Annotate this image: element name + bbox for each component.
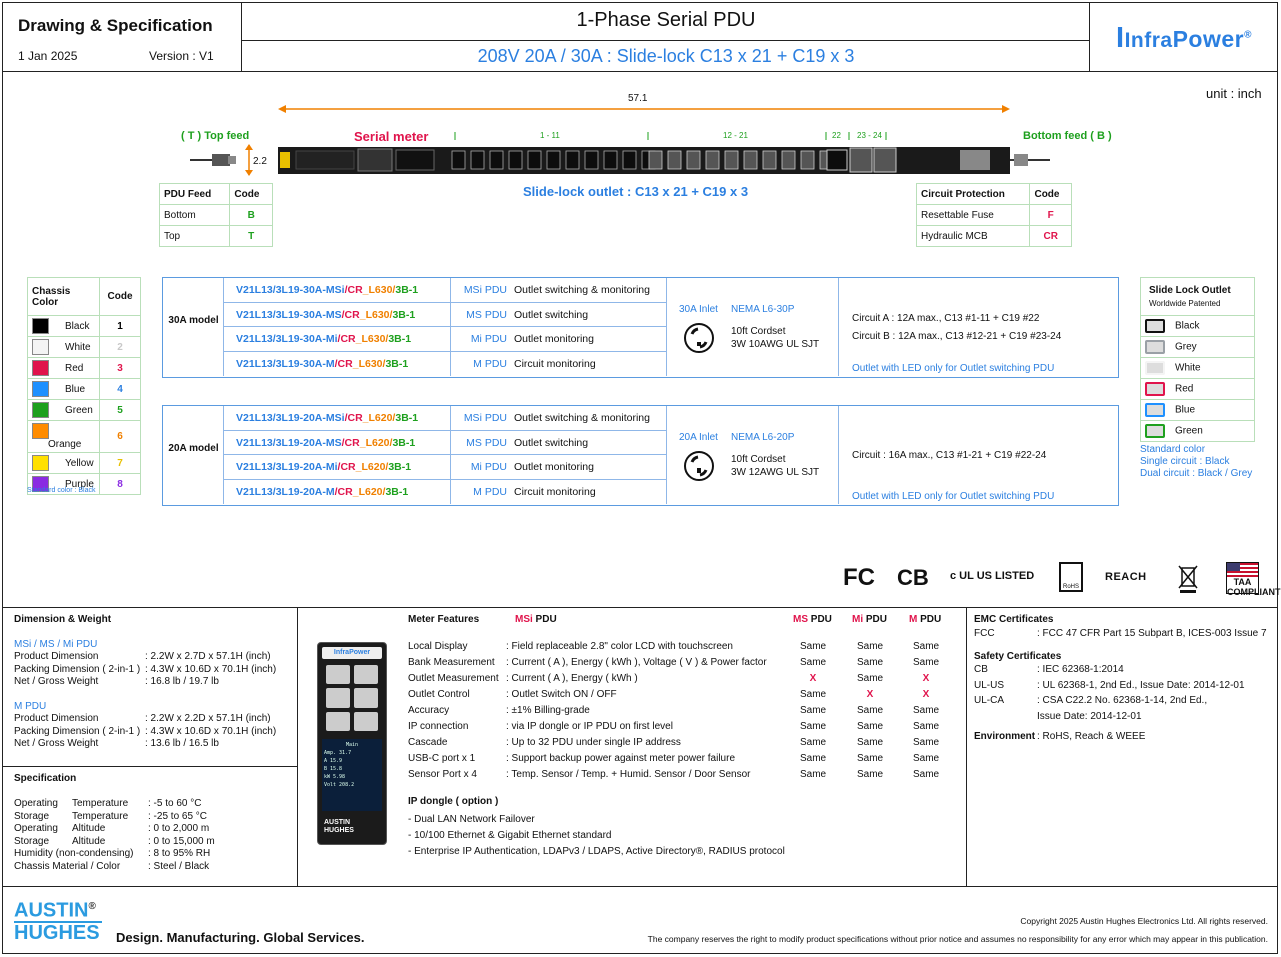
support-value: Same: [800, 705, 827, 716]
support-value: Same: [857, 705, 884, 716]
support-value: Same: [800, 753, 827, 764]
chassis-code: 1: [100, 316, 141, 337]
pdu-type: Mi PDU: [470, 333, 507, 345]
support-value: Same: [857, 673, 884, 684]
length-value: 57.1: [628, 93, 648, 104]
led-note-20a: Outlet with LED only for Outlet switching PDU: [852, 491, 1055, 502]
color-swatch: [32, 360, 49, 376]
part-number: V21L13/3L19-20A-MSi/CR_L620/3B-1: [236, 412, 419, 424]
weee-bin-icon: [1177, 562, 1199, 594]
chassis-row: [28, 358, 141, 379]
outlet-group-4: 23 - 24: [857, 131, 882, 140]
ul-logo: c UL US LISTED: [950, 570, 1035, 582]
header-brand: [1090, 2, 1278, 72]
unit-label: unit : inch: [1206, 86, 1262, 101]
spec-row: [14, 823, 294, 836]
outlet-color-name: Grey: [1175, 341, 1197, 353]
slide-lock-row: [1141, 358, 1255, 379]
dongle-item: - 10/100 Ethernet & Gigabit Ethernet standard: [408, 830, 612, 841]
spec-cell: Operating: [14, 798, 58, 809]
chassis-row: [28, 379, 141, 400]
env-value: : RoHS, Reach & WEEE: [1037, 731, 1146, 742]
spec-cell: Operating: [14, 823, 58, 835]
circuit-b: Circuit B : 12A max., C13 #12-21 + C19 #23-24: [852, 331, 1062, 342]
outlet-color-name: Green: [1175, 425, 1203, 437]
spec-cell: Altitude: [72, 835, 106, 847]
model-30a-label: 30A model: [168, 315, 219, 326]
support-value: Same: [800, 769, 827, 780]
spec-cell: : 2.2W x 2.2D x 57.1H (inch): [145, 713, 271, 724]
spec-cell: : 0 to 15,000 m: [148, 835, 215, 847]
model-row: [224, 406, 666, 431]
chassis-row: [28, 453, 141, 474]
slide-lock-subtitle: Worldwide Patented: [1149, 299, 1221, 308]
msi-header: MSi PDU: [515, 614, 557, 625]
spec-cell: Chassis Material / Color: [14, 860, 121, 872]
outlet-icon: [1145, 340, 1165, 354]
feed-table: [159, 183, 273, 247]
spec-cell: : Steel / Black: [148, 860, 210, 872]
rohs-logo: RoHS: [1059, 562, 1083, 592]
code-header: Code: [230, 184, 273, 205]
outlet-color-name: Blue: [1175, 404, 1196, 416]
outlet-group-1: 1 - 11: [540, 131, 560, 140]
protection-code: F: [1030, 205, 1072, 226]
spec-cell: : 0 to 2,000 m: [148, 823, 210, 835]
feed-name: Bottom: [160, 205, 230, 226]
page-title: 1-Phase Serial PDU: [576, 9, 756, 31]
chassis-color-name: Yellow: [65, 457, 94, 469]
model-row: [224, 303, 666, 328]
spec-cell: Packing Dimension ( 2-in-1 ): [14, 663, 141, 675]
slide-lock-title: Slide Lock Outlet: [1149, 285, 1231, 296]
chassis-color-name: White: [65, 341, 91, 353]
tagline: Design. Manufacturing. Global Services.: [116, 930, 365, 945]
led-note-30a: Outlet with LED only for Outlet switching PDU: [852, 363, 1055, 374]
spec-row: [14, 848, 294, 861]
feed-code: B: [230, 205, 273, 226]
m-header: M PDU: [909, 614, 942, 625]
spec-cell: : IEC 62368-1:2014: [1037, 664, 1124, 675]
pdu-type: MSi PDU: [463, 284, 507, 296]
meter-screen: Main Amp. 31.7 A 15.9 B 15.8 kW 5.98 Volt 208.2: [322, 739, 382, 811]
feature-desc: : via IP dongle or IP PDU on first level: [506, 721, 673, 732]
spec-row: [14, 738, 294, 751]
circuit-20a: Circuit : 16A max., C13 #1-21 + C19 #22-24: [852, 450, 1047, 461]
doc-type: Drawing & Specification: [18, 16, 213, 35]
spec-cell: : CSA C22.2 No. 62368-1-14, 2nd Ed.,: [1037, 695, 1208, 706]
bottom-feed-label: Bottom feed ( B ): [1023, 130, 1112, 142]
outlet-group-2: 12 - 21: [723, 131, 748, 140]
support-value: Same: [913, 753, 940, 764]
chassis-code: 6: [100, 421, 141, 453]
chassis-code: 8: [100, 474, 141, 495]
not-supported-icon: X: [809, 673, 817, 684]
chassis-color-name: Purple: [65, 478, 94, 490]
spec-cell: Packing Dimension ( 2-in-1 ): [14, 725, 141, 737]
feature-name: USB-C port x 1: [408, 753, 476, 764]
chassis-color-name: Orange: [48, 439, 82, 450]
pdu-type: MSi PDU: [463, 412, 507, 424]
feature-name: Accuracy: [408, 705, 450, 716]
feed-code: T: [230, 226, 273, 247]
outlet-icon: [1145, 403, 1165, 417]
spec-cell: : 16.8 lb / 19.7 lb: [145, 676, 219, 688]
slide-lock-row: [1141, 421, 1255, 442]
group-ticks: [440, 130, 900, 142]
meter-feature-row: [408, 641, 958, 657]
spec-cell: Storage: [14, 835, 50, 847]
feature-desc: : Temp. Sensor / Temp. + Humid. Sensor / Door Sensor: [506, 769, 751, 780]
slide-lock-note: Dual circuit : Black / Grey: [1140, 468, 1253, 479]
fcc-logo: FC: [843, 564, 875, 591]
pdu-description: Outlet switching: [514, 436, 589, 449]
support-value: Same: [913, 737, 940, 748]
env-label: Environment: [974, 731, 1036, 742]
support-value: Same: [913, 721, 940, 732]
pdu-description: Circuit monitoring: [514, 485, 596, 498]
color-swatch: [32, 423, 49, 439]
spec-cell: Product Dimension: [14, 651, 99, 662]
spec-row: [14, 676, 294, 689]
meter-feature-row: [408, 689, 958, 705]
dimension-group-1-rows: [14, 651, 294, 689]
doc-version: Version : V1: [149, 49, 214, 63]
model-row: [224, 278, 666, 303]
spec-row: [14, 651, 294, 664]
spec-row: [14, 726, 294, 739]
spec-cell: : 4.3W x 10.6D x 70.1H (inch): [145, 725, 277, 737]
spec-cell: : 8 to 95% RH: [148, 848, 211, 860]
feature-desc: : Field replaceable 2.8" color LCD with touchscreen: [506, 641, 733, 652]
feature-name: Outlet Measurement: [408, 673, 499, 684]
spec-row: [14, 836, 294, 849]
feature-desc: : Up to 32 PDU under single IP address: [506, 737, 681, 748]
support-value: Same: [857, 657, 884, 668]
meter-ports: [326, 665, 378, 731]
spec-cell: : 2.2W x 2.7D x 57.1H (inch): [145, 651, 271, 662]
chassis-code: 3: [100, 358, 141, 379]
support-value: Same: [800, 721, 827, 732]
not-supported-icon: X: [866, 689, 874, 700]
spec-cell: Storage: [14, 810, 50, 822]
chassis-color-name: Blue: [65, 383, 86, 395]
cert-logos: [843, 562, 1281, 597]
spec-row: [14, 811, 294, 824]
emc-value: : FCC 47 CFR Part 15 Subpart B, ICES-003 Issue 7: [1037, 628, 1267, 639]
chassis-code: 7: [100, 453, 141, 474]
spec-cell: Net / Gross Weight: [14, 738, 99, 750]
color-swatch: [32, 318, 49, 334]
spec-cell: Temperature: [72, 810, 129, 822]
pdu-description: Outlet switching & monitoring: [514, 284, 650, 296]
part-number: V21L13/3L19-20A-MS/CR_L620/3B-1: [236, 436, 416, 449]
spec-cell: Product Dimension: [14, 713, 99, 724]
spec-row: [14, 798, 294, 811]
header-center: [242, 2, 1090, 72]
slide-lock-row: [1141, 316, 1255, 337]
chassis-color-name: Black: [65, 320, 90, 332]
protection-name: Resettable Fuse: [917, 205, 1030, 226]
cb-logo: CB: [897, 565, 929, 590]
support-value: Same: [857, 721, 884, 732]
not-supported-icon: X: [922, 689, 930, 700]
inlet-20a: 20A Inlet: [679, 432, 718, 443]
dongle-item: - Dual LAN Network Failover: [408, 814, 535, 825]
protection-name: Hydraulic MCB: [917, 226, 1030, 247]
chassis-color-table: [27, 277, 141, 495]
slide-lock-note: Single circuit : Black: [1140, 456, 1230, 467]
model-20a-label: 20A model: [168, 443, 219, 454]
support-value: Same: [913, 705, 940, 716]
twist-lock-plug-icon: [683, 322, 715, 354]
cordset-20a: 10ft Cordset: [731, 454, 786, 465]
disclaimer: The company reserves the right to modify product specifications without prior notice and assumes no responsibility for any error which may appear in this publication.: [647, 934, 1268, 944]
color-swatch: [32, 402, 49, 418]
spec-cell: Temperature: [72, 798, 129, 809]
model-row: [224, 455, 666, 480]
spec-row: [974, 711, 1274, 727]
spec-cell: UL-CA: [974, 695, 1005, 706]
outlet-color-name: Red: [1175, 383, 1194, 395]
spec-cell: UL-US: [974, 679, 1005, 691]
part-number: V21L13/3L19-30A-Mi/CR_L630/3B-1: [236, 333, 412, 345]
feature-desc: : Current ( A ), Energy ( kWh ), Voltage ( V ) & Power factor: [506, 657, 767, 668]
feature-name: Local Display: [408, 641, 468, 652]
outlet-icon: [1145, 424, 1165, 438]
feature-desc: : Current ( A ), Energy ( kWh ): [506, 673, 638, 684]
dimension-title: Dimension & Weight: [14, 614, 112, 625]
feature-desc: : Outlet Switch ON / OFF: [506, 689, 617, 700]
chassis-code: 4: [100, 379, 141, 400]
meter-feature-row: [408, 753, 958, 769]
spec-cell: Altitude: [72, 823, 106, 835]
support-value: Same: [800, 689, 827, 700]
dongle-title: IP dongle ( option ): [408, 796, 499, 807]
chassis-row: [28, 316, 141, 337]
austin-hughes-logo: AUSTIN® HUGHES: [14, 897, 102, 943]
spec-cell: Issue Date: 2014-12-01: [1037, 710, 1142, 722]
outlet-caption: Slide-lock outlet : C13 x 21 + C19 x 3: [523, 184, 749, 199]
pdu-description: Outlet switching: [514, 308, 589, 321]
feature-desc: : Support backup power against meter power failure: [506, 753, 736, 764]
pdu-drawing: [190, 143, 1070, 177]
spec-cell: : 13.6 lb / 16.5 lb: [145, 738, 219, 750]
protection-table: [916, 183, 1072, 247]
model-20a-panel: [162, 405, 1119, 506]
chassis-row: [28, 400, 141, 421]
model-30a-panel: [162, 277, 1119, 378]
chassis-color-name: Green: [65, 404, 93, 416]
not-supported-icon: X: [922, 673, 930, 684]
support-value: Same: [913, 769, 940, 780]
model-row: [224, 352, 666, 377]
meter-feature-row: [408, 769, 958, 785]
pdu-type: MS PDU: [466, 308, 507, 321]
feature-name: IP connection: [408, 721, 469, 732]
model-row: [224, 480, 666, 505]
support-value: Same: [913, 657, 940, 668]
feature-name: Bank Measurement: [408, 657, 495, 668]
safety-rows: [974, 664, 1274, 726]
slide-lock-row: [1141, 400, 1255, 421]
plug-20a: NEMA L6-20P: [731, 432, 795, 443]
reach-logo: REACH: [1105, 571, 1147, 583]
support-value: Same: [800, 737, 827, 748]
slide-lock-note: Standard color: [1140, 444, 1206, 455]
serial-meter-label: Serial meter: [354, 129, 429, 144]
cord-spec-20a: 3W 12AWG UL SJT: [731, 467, 820, 478]
spec-cell: Net / Gross Weight: [14, 676, 99, 688]
feature-name: Sensor Port x 4: [408, 769, 477, 780]
model-row: [224, 431, 666, 456]
twist-lock-plug-icon: [683, 450, 715, 482]
emc-title: EMC Certificates: [974, 614, 1054, 625]
dimension-group-2-rows: [14, 713, 294, 751]
color-swatch: [32, 381, 49, 397]
spec-cell: : UL 62368-1, 2nd Ed., Issue Date: 2014-12-01: [1037, 679, 1245, 691]
inlet-30a: 30A Inlet: [679, 304, 718, 315]
mi-header: Mi PDU: [852, 614, 888, 625]
taa-logo: TAA COMPLIANT: [1226, 562, 1259, 594]
spec-cell: : -5 to 60 °C: [148, 798, 202, 809]
pdu-type: M PDU: [473, 485, 507, 498]
meter-features-header: Meter Features: [408, 614, 480, 625]
pdu-type: M PDU: [473, 357, 507, 370]
meter-feature-rows: [408, 641, 958, 785]
pdu-description: Outlet monitoring: [514, 333, 594, 345]
chassis-row: [28, 337, 141, 358]
meter-maker: AUSTIN HUGHES: [324, 819, 354, 834]
spec-row: [14, 664, 294, 677]
part-number: V21L13/3L19-20A-M/CR_L620/3B-1: [236, 485, 409, 498]
slide-lock-notes: [1140, 444, 1252, 480]
dongle-list: [408, 812, 785, 860]
spec-title: Specification: [14, 773, 77, 784]
spec-row: [974, 664, 1274, 680]
slide-lock-table: [1140, 277, 1255, 442]
safety-title: Safety Certificates: [974, 651, 1062, 662]
chassis-row: [28, 421, 141, 453]
outlet-icon: [1145, 382, 1165, 396]
spec-cell: CB: [974, 664, 988, 675]
color-swatch: [32, 455, 49, 471]
feature-name: Outlet Control: [408, 689, 470, 700]
part-number: V21L13/3L19-30A-MSi/CR_L630/3B-1: [236, 284, 419, 296]
chassis-code: 5: [100, 400, 141, 421]
feed-header: PDU Feed: [160, 184, 230, 205]
part-number: V21L13/3L19-20A-Mi/CR_L620/3B-1: [236, 461, 412, 473]
chassis-note: Standard color : Black: [27, 487, 96, 494]
circuit-a: Circuit A : 12A max., C13 #1-11 + C19 #22: [852, 313, 1040, 324]
outlet-color-name: White: [1175, 362, 1201, 374]
support-value: Same: [857, 753, 884, 764]
outlet-icon: [1145, 361, 1165, 375]
meter-brand: InfraPower: [322, 647, 382, 659]
code-header: Code: [1030, 184, 1072, 205]
meter-feature-row: [408, 705, 958, 721]
pdu-description: Circuit monitoring: [514, 357, 596, 370]
support-value: Same: [857, 641, 884, 652]
protection-header: Circuit Protection: [917, 184, 1030, 205]
spec-cell: Humidity (non-condensing): [14, 848, 134, 860]
spec-rows: [14, 798, 294, 874]
meter-feature-row: [408, 721, 958, 737]
cord-spec-30a: 3W 10AWG UL SJT: [731, 339, 820, 350]
support-value: Same: [800, 641, 827, 652]
dimension-group-1: MSi / MS / Mi PDU: [14, 639, 98, 650]
spec-row: [974, 680, 1274, 696]
slide-lock-row: [1141, 379, 1255, 400]
outlet-group-3: 22: [832, 131, 841, 140]
header-left: [2, 2, 242, 72]
dongle-item: - Enterprise IP Authentication, LDAPv3 / LDAPS, Active Directory®, RADIUS protocol: [408, 846, 785, 857]
chassis-code: 2: [100, 337, 141, 358]
spec-cell: : 4.3W x 10.6D x 70.1H (inch): [145, 663, 277, 675]
page-subtitle: 208V 20A / 30A : Slide-lock C13 x 21 + C19 x 3: [477, 46, 855, 66]
pdu-description: Outlet switching & monitoring: [514, 412, 650, 424]
chassis-color-name: Red: [65, 362, 84, 374]
spec-row: [974, 695, 1274, 711]
outlet-color-name: Black: [1175, 320, 1200, 332]
spec-row: [14, 713, 294, 726]
emc-label: FCC: [974, 628, 995, 639]
slide-lock-row: [1141, 337, 1255, 358]
model-row: [224, 327, 666, 352]
top-feed-label: ( T ) Top feed: [181, 130, 250, 142]
cordset-30a: 10ft Cordset: [731, 326, 786, 337]
doc-date: 1 Jan 2025: [18, 49, 78, 63]
brand-logo: IInfraPower®: [1116, 22, 1252, 54]
chassis-header: Chassis Color: [28, 278, 100, 316]
feature-desc: : ±1% Billing-grade: [506, 705, 590, 716]
spec-cell: : -25 to 65 °C: [148, 810, 208, 822]
depth-value: 2.2: [253, 156, 267, 167]
pdu-description: Outlet monitoring: [514, 461, 594, 473]
protection-code: CR: [1030, 226, 1072, 247]
plug-30a: NEMA L6-30P: [731, 304, 795, 315]
ms-header: MS PDU: [793, 614, 832, 625]
pdu-type: Mi PDU: [470, 461, 507, 473]
meter-device: [317, 642, 387, 845]
meter-feature-row: [408, 657, 958, 673]
spec-row: [14, 861, 294, 874]
part-number: V21L13/3L19-30A-MS/CR_L630/3B-1: [236, 308, 416, 321]
outlet-icon: [1145, 319, 1165, 333]
part-number: V21L13/3L19-30A-M/CR_L630/3B-1: [236, 357, 409, 370]
support-value: Same: [857, 737, 884, 748]
dimension-group-2: M PDU: [14, 701, 47, 712]
code-header: Code: [100, 278, 141, 316]
meter-feature-row: [408, 737, 958, 753]
meter-feature-row: [408, 673, 958, 689]
support-value: Same: [800, 657, 827, 668]
support-value: Same: [857, 769, 884, 780]
pdu-type: MS PDU: [466, 436, 507, 449]
feature-name: Cascade: [408, 737, 448, 748]
color-swatch: [32, 339, 49, 355]
copyright: Copyright 2025 Austin Hughes Electronics Ltd. All rights reserved.: [1020, 916, 1268, 926]
support-value: Same: [913, 641, 940, 652]
feed-name: Top: [160, 226, 230, 247]
